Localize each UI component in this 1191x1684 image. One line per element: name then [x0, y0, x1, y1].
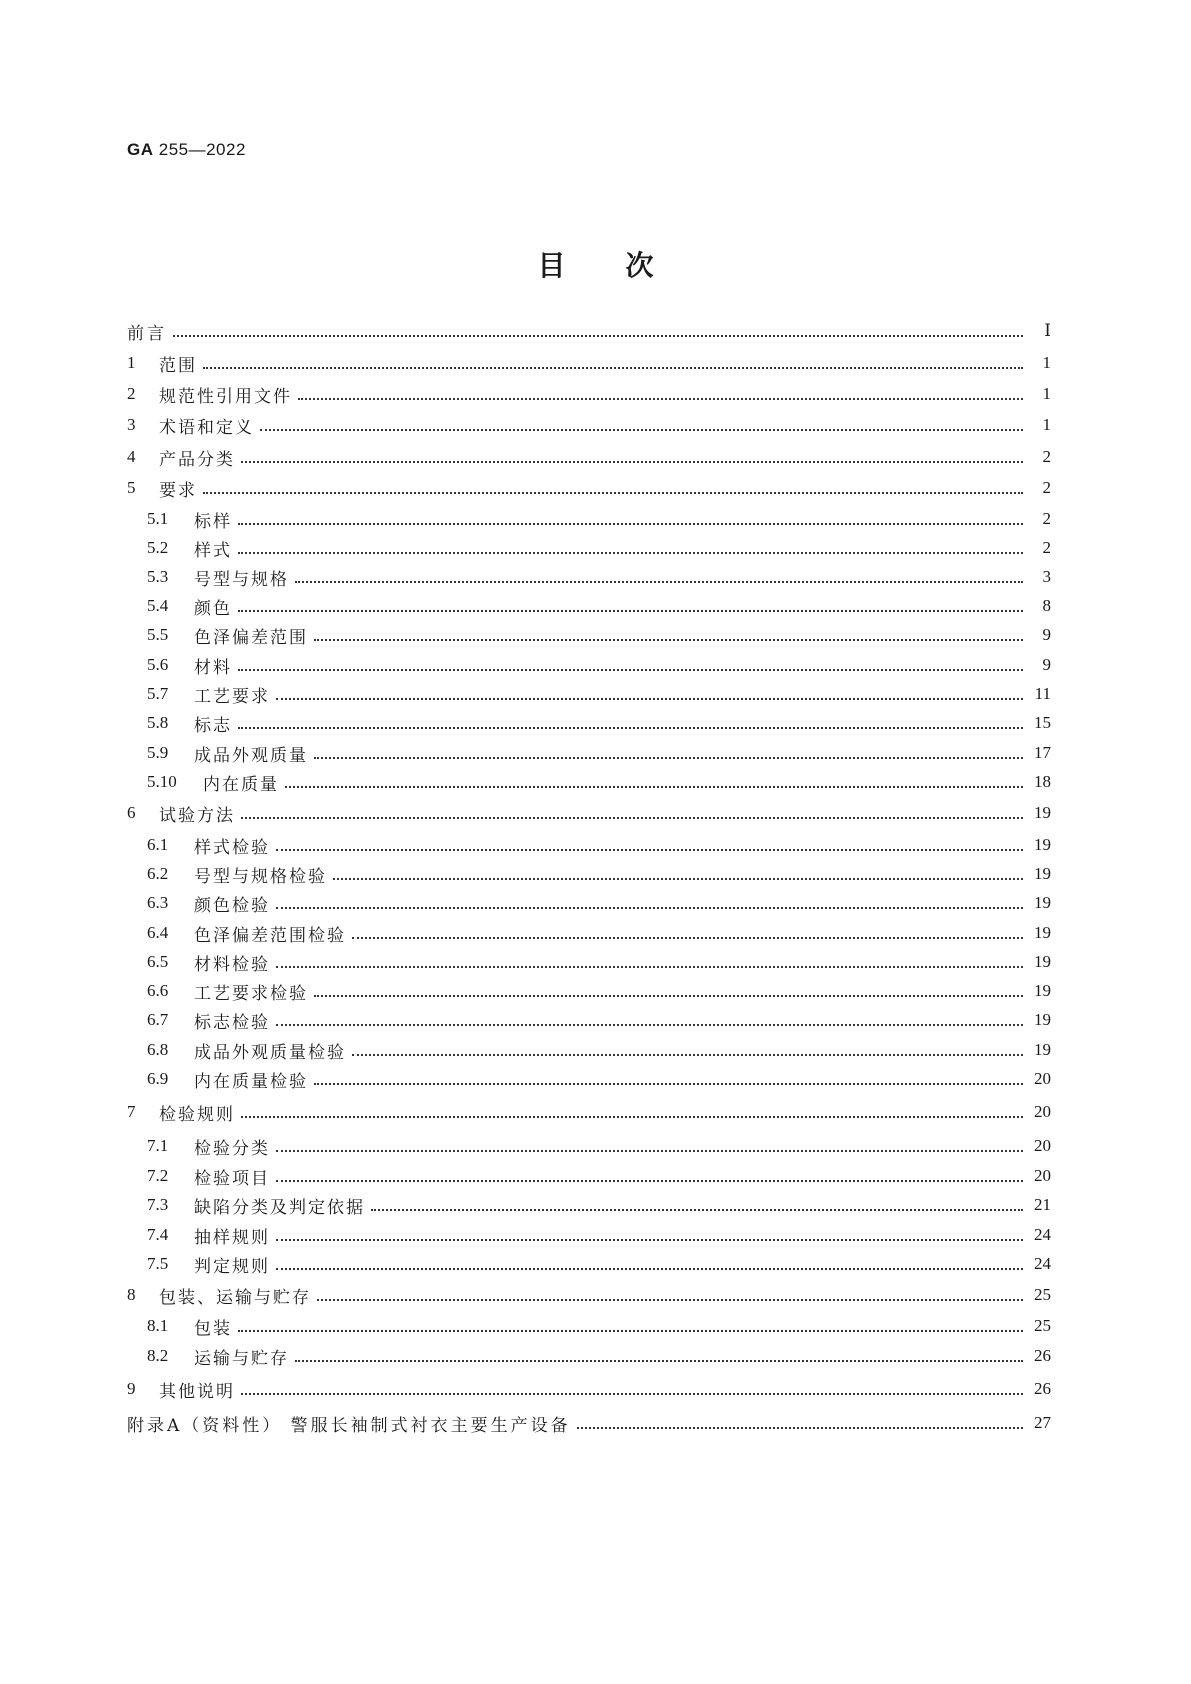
toc-leader-dots [276, 835, 1023, 851]
toc-entry[interactable] [127, 1251, 1051, 1277]
toc-entry-label: 附录A（资料性） 警服长袖制式衬衣主要生产设备 [127, 1415, 571, 1436]
toc-entry-label: 术语和定义 [159, 417, 254, 438]
toc-leader-dots [276, 1225, 1023, 1241]
toc-entry[interactable] [127, 769, 1051, 795]
toc-entry-page: Ⅰ [1044, 321, 1051, 340]
toc-entry-label: 内在质量检验 [194, 1071, 308, 1092]
toc-entry-page: 2 [1042, 538, 1051, 557]
toc-entry-number: 8.2 [147, 1346, 169, 1365]
toc-entry-page: 9 [1042, 625, 1051, 644]
toc-entry[interactable] [127, 535, 1051, 561]
toc-entry-number: 5.4 [147, 596, 169, 615]
toc-entry-label: 成品外观质量检验 [194, 1042, 346, 1063]
toc-entry[interactable] [127, 1163, 1051, 1189]
toc-leader-dots [238, 713, 1023, 729]
toc-leader-dots [238, 596, 1023, 612]
toc-entry-page: 20 [1034, 1102, 1051, 1121]
toc-entry-page: 26 [1034, 1379, 1051, 1398]
toc-entry[interactable] [127, 1192, 1051, 1218]
toc-entry-label: 判定规则 [194, 1256, 270, 1277]
toc-entry-label: 检验分类 [194, 1138, 270, 1159]
toc-entry-label: 工艺要求 [194, 686, 270, 707]
toc-entry-page: 19 [1034, 1040, 1051, 1059]
toc-entry[interactable] [127, 444, 1051, 470]
toc-entry-label: 号型与规格 [194, 569, 289, 590]
toc-entry-page: 24 [1034, 1225, 1051, 1244]
toc-leader-dots [238, 655, 1023, 671]
toc-entry[interactable] [127, 949, 1051, 975]
toc-entry-page: 1 [1042, 353, 1051, 372]
toc-entry-page: 8 [1042, 596, 1051, 615]
toc-entry-page: 25 [1034, 1285, 1051, 1304]
toc-entry-number: 6.3 [147, 893, 169, 912]
toc-entry-number: 2 [127, 384, 136, 403]
toc-entry-label: 产品分类 [159, 449, 235, 470]
standard-number: 255—2022 [158, 140, 246, 159]
toc-leader-dots [276, 1136, 1023, 1152]
toc-entry-number: 6.7 [147, 1010, 169, 1029]
toc-leader-dots [352, 1040, 1023, 1056]
toc-entry-label: 内在质量 [203, 774, 279, 795]
toc-entry-number: 5.5 [147, 625, 169, 644]
toc-entry[interactable] [127, 506, 1051, 532]
toc-entry[interactable] [127, 1376, 1051, 1402]
toc-leader-dots [333, 864, 1023, 880]
toc-entry-label: 材料检验 [194, 954, 270, 975]
toc-leader-dots [577, 1413, 1023, 1429]
toc-entry-number: 6 [127, 803, 136, 822]
toc-leader-dots [314, 981, 1023, 997]
toc-entry-number: 3 [127, 415, 136, 434]
toc-entry-page: 15 [1034, 713, 1051, 732]
toc-entry-page: 19 [1034, 803, 1051, 822]
toc-entry[interactable] [127, 920, 1051, 946]
toc-entry-page: 19 [1034, 893, 1051, 912]
toc-entry-label: 试验方法 [159, 805, 235, 826]
toc-entry-page: 25 [1034, 1316, 1051, 1335]
toc-entry-page: 18 [1034, 772, 1051, 791]
toc-entry-label: 缺陷分类及判定依据 [194, 1197, 365, 1218]
toc-entry-number: 5.9 [147, 743, 169, 762]
standard-prefix: GA [127, 140, 154, 159]
toc-leader-dots [203, 478, 1023, 494]
toc-leader-dots [241, 447, 1023, 463]
toc-entry-page: 9 [1042, 655, 1051, 674]
toc-entry-label: 标志 [194, 715, 232, 736]
toc-entry-page: 20 [1034, 1069, 1051, 1088]
toc-entry-label: 色泽偏差范围检验 [194, 925, 346, 946]
toc-entry-number: 7.4 [147, 1225, 169, 1244]
toc-leader-dots [285, 772, 1023, 788]
toc-entry[interactable] [127, 564, 1051, 590]
toc-entry-page: 26 [1034, 1346, 1051, 1365]
toc-entry[interactable] [127, 412, 1051, 438]
toc-entry-label: 成品外观质量 [194, 745, 308, 766]
toc-entry-label: 抽样规则 [194, 1227, 270, 1248]
toc-entry[interactable] [127, 832, 1051, 858]
toc-leader-dots [295, 567, 1023, 583]
toc-entry-number: 6.4 [147, 923, 169, 942]
toc-entry[interactable] [127, 1410, 1051, 1436]
toc-leader-dots [352, 923, 1023, 939]
toc-entry-number: 5 [127, 478, 136, 497]
toc-entry-number: 7.2 [147, 1166, 169, 1185]
toc-leader-dots [276, 684, 1023, 700]
toc-leader-dots [295, 1346, 1023, 1362]
toc-entry[interactable] [127, 381, 1051, 407]
toc-entry-number: 7.5 [147, 1254, 169, 1273]
toc-entry-number: 4 [127, 447, 136, 466]
toc-entry-label: 工艺要求检验 [194, 983, 308, 1004]
toc-entry[interactable] [127, 1037, 1051, 1063]
toc-entry[interactable] [127, 350, 1051, 376]
toc-entry-number: 6.5 [147, 952, 169, 971]
toc-entry-number: 7.3 [147, 1195, 169, 1214]
toc-entry[interactable] [127, 652, 1051, 678]
toc-entry-page: 20 [1034, 1136, 1051, 1155]
toc-entry[interactable] [127, 710, 1051, 736]
toc-leader-dots [260, 415, 1023, 431]
toc-entry[interactable] [127, 1133, 1051, 1159]
toc-entry-number: 5.8 [147, 713, 169, 732]
toc-entry[interactable] [127, 622, 1051, 648]
toc-entry-label: 材料 [194, 657, 232, 678]
toc-entry-number: 5.2 [147, 538, 169, 557]
toc-entry-number: 6.9 [147, 1069, 169, 1088]
toc-leader-dots [276, 1254, 1023, 1270]
toc-entry-label: 规范性引用文件 [159, 386, 292, 407]
toc-entry[interactable] [127, 1282, 1051, 1308]
toc-entry[interactable] [127, 1313, 1051, 1339]
toc-entry[interactable] [127, 318, 1051, 344]
toc-entry-page: 19 [1034, 952, 1051, 971]
toc-leader-dots [317, 1285, 1023, 1301]
toc-entry-page: 27 [1034, 1413, 1051, 1432]
toc-entry-page: 2 [1042, 509, 1051, 528]
toc-entry-page: 19 [1034, 864, 1051, 883]
toc-entry-number: 6.6 [147, 981, 169, 1000]
toc-entry-number: 1 [127, 353, 136, 372]
toc-entry[interactable] [127, 978, 1051, 1004]
toc-entry-page: 19 [1034, 1010, 1051, 1029]
toc-entry-page: 3 [1042, 567, 1051, 586]
toc-entry[interactable] [127, 861, 1051, 887]
toc-entry-number: 8 [127, 1285, 136, 1304]
toc-entry[interactable] [127, 740, 1051, 766]
toc-entry-label: 颜色检验 [194, 895, 270, 916]
toc-entry[interactable] [127, 1099, 1051, 1125]
toc-entry[interactable] [127, 1343, 1051, 1369]
toc-entry[interactable] [127, 1007, 1051, 1033]
toc-entry-page: 1 [1042, 384, 1051, 403]
toc-leader-dots [238, 538, 1023, 554]
toc-entry-page: 24 [1034, 1254, 1051, 1273]
toc-entry[interactable] [127, 800, 1051, 826]
toc-entry-label: 范围 [159, 355, 197, 376]
toc-entry-label: 运输与贮存 [194, 1348, 289, 1369]
toc-entry-number: 5.1 [147, 509, 169, 528]
toc-entry-label: 其他说明 [159, 1381, 235, 1402]
toc-entry[interactable] [127, 1222, 1051, 1248]
toc-leader-dots [298, 384, 1023, 400]
toc-leader-dots [241, 803, 1023, 819]
toc-entry-number: 6.8 [147, 1040, 169, 1059]
toc-leader-dots [276, 952, 1023, 968]
toc-entry-label: 包装、运输与贮存 [159, 1287, 311, 1308]
toc-entry-page: 19 [1034, 835, 1051, 854]
toc-entry[interactable] [127, 1066, 1051, 1092]
toc-leader-dots [276, 1010, 1023, 1026]
toc-entry-page: 2 [1042, 447, 1051, 466]
toc-entry-number: 5.7 [147, 684, 169, 703]
toc-entry-number: 6.1 [147, 835, 169, 854]
toc-entry-label: 色泽偏差范围 [194, 627, 308, 648]
standard-code [127, 140, 246, 160]
toc-entry-number: 7.1 [147, 1136, 169, 1155]
toc-entry-page: 21 [1034, 1195, 1051, 1214]
toc-entry-number: 6.2 [147, 864, 169, 883]
toc-entry-label: 标样 [194, 511, 232, 532]
toc-entry-page: 1 [1042, 415, 1051, 434]
toc-entry-page: 2 [1042, 478, 1051, 497]
toc-entry-label: 包装 [194, 1318, 232, 1339]
toc-entry-number: 5.3 [147, 567, 169, 586]
toc-entry[interactable] [127, 593, 1051, 619]
toc-leader-dots [314, 743, 1023, 759]
toc-leader-dots [314, 1069, 1023, 1085]
toc-leader-dots [371, 1195, 1023, 1211]
toc-entry-page: 17 [1034, 743, 1051, 762]
toc-entry-label: 前言 [127, 323, 167, 344]
toc-entry-label: 要求 [159, 480, 197, 501]
toc-entry-page: 11 [1034, 684, 1051, 703]
toc-entry-number: 9 [127, 1379, 136, 1398]
toc-leader-dots [241, 1102, 1023, 1118]
toc-entry[interactable] [127, 681, 1051, 707]
toc-leader-dots [173, 321, 1023, 337]
toc-entry[interactable] [127, 475, 1051, 501]
toc-entry-page: 19 [1034, 981, 1051, 1000]
toc-leader-dots [276, 1166, 1023, 1182]
toc-leader-dots [314, 625, 1023, 641]
toc-entry-label: 号型与规格检验 [194, 866, 327, 887]
toc-entry-page: 19 [1034, 923, 1051, 942]
toc-entry-label: 检验规则 [159, 1104, 235, 1125]
toc-entry-label: 样式检验 [194, 837, 270, 858]
toc-entry-number: 5.6 [147, 655, 169, 674]
toc-entry-page: 20 [1034, 1166, 1051, 1185]
toc-entry-number: 5.10 [147, 772, 177, 791]
toc-entry-label: 颜色 [194, 598, 232, 619]
toc-entry-label: 标志检验 [194, 1012, 270, 1033]
toc-leader-dots [276, 893, 1023, 909]
toc-entry-number: 7 [127, 1102, 136, 1121]
toc-leader-dots [238, 1316, 1023, 1332]
toc-entry-label: 样式 [194, 540, 232, 561]
page-title: 目次 [537, 249, 714, 282]
toc-entry[interactable] [127, 890, 1051, 916]
toc-leader-dots [203, 353, 1023, 369]
toc-leader-dots [238, 509, 1023, 525]
toc-leader-dots [241, 1379, 1023, 1395]
toc-entry-number: 8.1 [147, 1316, 169, 1335]
toc-entry-label: 检验项目 [194, 1168, 270, 1189]
